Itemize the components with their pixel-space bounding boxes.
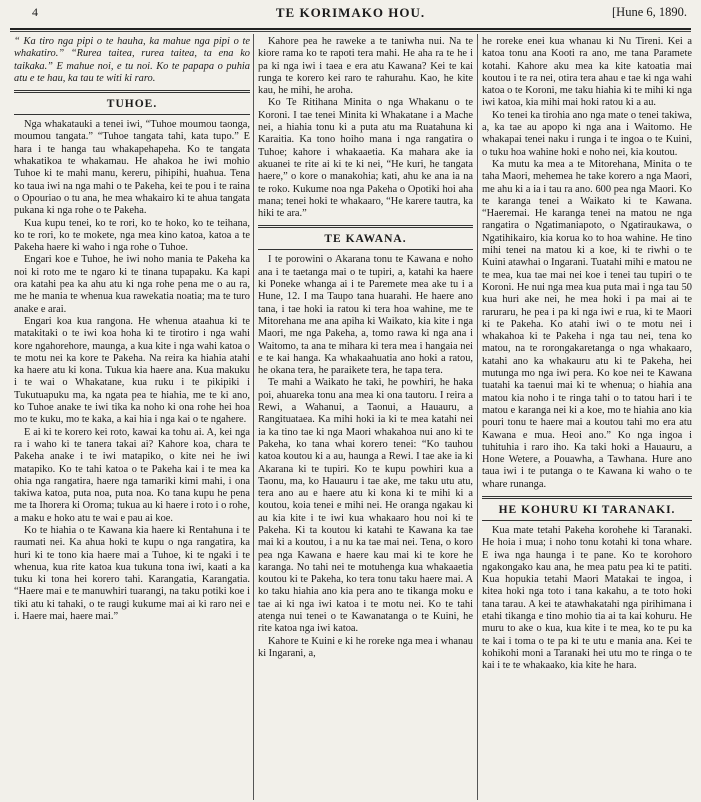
section-divider	[482, 496, 692, 499]
article-paragraph: Engari koe e Tuhoe, he iwi noho mania te Pakeha ka noi ki roto me te ngaro ki te tinana tupapaku. Ka kapi ora katahi pea ka ahu atu ki nga rohe pena me o au ra, me he mania te whenua kua rawekatia noatia; ma te turo anake e arai.	[14, 254, 250, 315]
article-paragraph: Kua mate tetahi Pakeha korohehe ki Taranaki. He hoia i mua; i noho tonu kotahi ki tona whare. E iwa nga haunga i te pane. Ko te korohoro ngakongako kau ana, he mea patu pea ki te patiti. Kua hopukia tetahi Maori Matakai te ingoa, i kitea hoki nga toto i tana kakahu, a te toto hoki tana tarau. A kei te atawhakatahi nga pirihimana i etahi tikanga e tino mohio tia ai ta kai kohuru. He muru to ake o kua, kua kite i te mea, ko te pu ka te kai i toma o te pa ki te utu e mania ana. Kei te kohikohi moni a Taranaki hei utu mo te ringa o te kai i te te whakaako, kia kite he hara.	[482, 524, 692, 672]
article-paragraph: Nga whakatauki a tenei iwi, “Tuhoe moumou taonga, moumou tangata.” “Tuhoe tangata tahi, kata tupo.” E hara i te hanga tau whakapehapeha. Ko te tangata whakatikoa te whakamau. He ahakoa he iwi mohio Tuhoe ki te mahi manu, kereru, pihipihi, huahua. Tena ko taua iwi na nga mahi o te Pakeha, kei te pou i te raina o Opouriao o tu ana, he mea whakairo ki te ahua tangata pukana ki nga rohe o te Pakeha.	[14, 119, 250, 217]
proverbs-paragraph: “ Ka tiro nga pipi o te hauha, ka mahue nga pipi o te whakatiro.” “Rurea taitea, rurea taitea, ta ena ko taikaka.” E mahue noi, e tu noi. Ko te papapa o puhia atu e te hau, ka tau te witi ki raro.	[14, 36, 250, 84]
article-paragraph: I te porowini o Akarana tonu te Kawana e noho ana i te taetanga mai o te tupiri, a, katahi ka haere ki Poneke whanga ai i te Paremete mea ake tu i a Hune, 12. I ma Taupo tana huarahi. He haere ano tana, i tae hoki ia ratou ki tera hoa wahine, me te Mitorehana me ana apiha ki Waikato, kia kite i nga Maori, me nga Pakeha, a, tomo rawa ki nga ana i Waitomo, ta ana te mihara ki tera mea i hangaia nei e te kai hanga. Ka whakaahuatia ano hoki a ratou, he okana tera, he paraikete tera, he tapa tera.	[258, 254, 473, 377]
article-paragraph: Ko Te Ritihana Minita o nga Whakanu o te Koroni. I tae tenei Minita ki Whakatane i a Mache nei, a hiahia tonu ki a puta atu ma Ruatahuna ki Karaitia. Ka tono hoiho mana i nga rangatira o Tuhoe; kahore i whakaaetia. Ka mahara ake ia akuanei te rite ai ki te ki nei, “He kuri, he tangata haere,” o kore o manakohia; kati, ahu ke ana ia na te roko. Kukume noa nga Pakeha o Opotiki hoi aha mana; tenei hoki te whakaaro, “He karere tautra, ka hiki te ara.”	[258, 97, 473, 220]
section-divider	[258, 225, 473, 228]
column-3	[482, 36, 692, 796]
article-paragraph: Engari koa kua rangona. He whenua ataahua ki te matakitaki o te iwi koa hoha ki te tirotiro i nga wahi kore ngahorehore, maunga, a kua kite i nga wahi katoa o te motu nei ka kore te Pakeha. Na reira ka hiahia atahi ka haere atu ki kona. Tukua kia haere ana. Kua makuku i te wai o Whakatane, kua ruku i te pikipiki i Tukutuapuku ma, ka ngata pea te hiahia, me te ki ano, ko Tuhoe anake te iwi tika ka noho ki ona rohe hei hoa mo te kuku, mo te kaka, a kai hia i nga kai o te ngahere.	[14, 315, 250, 426]
article-paragraph: Ko te hiahia o te Kawana kia haere ki Rentahuna i te raumati nei. Ka ahua hoki te kupu o nga rangatira, ka huri ki te tono kia haere mai a Tuhoe, ki te ngaki i te whenua, kua rite katoa kua tukuna tona iwi, kaati a ka tuku ki tona hei korero tahi. Karangatia, Karangatia. “Haere mai e te manuwhiri tuarangi, na taku potiki koe i tiki atu ki tahaki, o te raugi kukume mai ai ki raro nei e i. Haere mai, haere mai.”	[14, 524, 250, 623]
article-paragraph: he roreke enei kua whanau ki Nu Tireni. Kei a katoa tonu ana Kooti ra ano, me tana Paramete kotahi. Kahore aku mea ka kite katoatia mai koutou i te ra nei, otira tera ahau e tae ki nga wahi katoa o te Koroni, me taku hiahia ki te mihi ki nga iwi katoa, kia mihi mai hoki ratou ki a au.	[482, 36, 692, 109]
article-paragraph: Kua kupu tenei, ko te rori, ko te hoko, ko te teihana, ko te rori, ko te mokete, nga mea kino katoa, katoa a te Pakeha haere ki waho i nga rohe o Tuhoe.	[14, 217, 250, 254]
article-heading-tuhoe: TUHOE.	[106, 98, 158, 111]
article-heading-kawana: TE KAWANA.	[324, 233, 407, 246]
heading-underline	[14, 114, 250, 115]
masthead	[10, 2, 691, 28]
article-paragraph: Kahore pea he raweke a te taniwha nui. Na te kiore rama ko te rapoti tera mahi. He aha ra te he i pa ki nga iwi i taea e era atu Kawana? Kei te kai runga te korero kei raro te rahurahu. Kao, he kite kau, he mihi, he aroha.	[258, 36, 473, 97]
column-divider-1	[253, 34, 254, 800]
article-paragraph: Te mahi a Waikato he taki, he powhiri, he haka poi, ahuareka tonu ana mea ki ona tautoru. I reira a Rewi, a Wahanui, a Taonui, a Hauauru, a Rangituataea. Ka mihi hoki ia ki te mea katahi nei ia ka tino tae ki nga Maori whakahoa nui ano ki te Pakeha, ko tana whai korero tenei: “Ko tauhou katoa koutou ki a au, haunga a Rewi. I tae ake ia ki Akarana ki te tupiri. Ko te kupu powhiri kua a Taonu, ma, ko Hauauru i tae ake, me taku utu atu, tera ano au e haere atu ki kona ki te mihi ki a koutou, koia tenei e mihi nei. He oranga ngakau ki au kia kite i te iwi kua whakaaro hou noi ki te Pakeha. Ki ta koutou ki katahi te Kawana ka tae mai ki a koutou, i a nu ka tae mai nei. Tena, o koro pea nga Kawana e haere kau mai ki te kore he karanga. No tahi nei te motuhenga kua whakaaetia koutou ki te Pakeha, ko tera tonu taku haere mai. A ko taku hiahia ano kia pera ano te tikanga moku e tae ai ki nga iwi katoa i te motu nei. Ko te tahi atenga nui tenei o te Kawanatanga o te Kuini, he rite katoa nga iwi katoa.	[258, 377, 473, 635]
newspaper-title: TE KORIMAKO HOU.	[275, 5, 426, 20]
heading-underline	[482, 520, 692, 521]
column-1	[14, 36, 250, 796]
article-heading-kohuru: HE KOHURU KI TARANAKI.	[498, 503, 676, 516]
column-2	[258, 36, 473, 796]
masthead-rule	[10, 28, 691, 30]
article-paragraph: E ai ki te korero kei roto, kawai ka tohu ai. A, kei nga ra i waho ki te tanera takai ai? Kahore koa, chara te Pakeha anake i te iwi matapiko, o kite nei he iwi matapiko. Ko te tahi katoa o te Pakeha kai i te mea ka ohia nga rangatira, haere nga tamariki kimi mahi, i ona takiwa katoa, puta noa, puta noa. Ko tana kupu he pena me ta Ihorera ki Oroma; tukua au ki haere i roto i o rohe, a maku e hoko atu te wai e pau ai koe.	[14, 426, 250, 524]
article-paragraph: Ko tenei ka tirohia ano nga mate o tenei takiwa, a, ka tae au apopo ki nga ana i Waitomo. He whakapai tenei naku i runga i te ingoa o te Kuini, o tuku hoa wahine hoki e noho nei, kia koutou.	[482, 109, 692, 158]
column-divider-2	[477, 34, 478, 800]
issue-date: [Hune 6, 1890.	[612, 5, 687, 19]
article-paragraph: Ka mutu ka mea a te Mitorehana, Minita o te taha Maori, mehemea he take korero a nga Maori, me ahu ki a ia i tau ra ano. 600 pea nga Maori. Ko te karanga tenei a Waikato ki te Kawana. “Haeremai. He karanga tenei na matou ne nga rangatira o Ngatimaniapoto, o Ngatiraukawa, o Ngatihikairo, kia korua ko to hoa wahine. He tino mihi tenei na matou ki a koe, ki te riwhi o te Kuini atawhai o Ingarani. Tuatahi mihi e matou ne te mea, kua tae mai nei koe i tenei tau tupiri o te Koroni. He nui nga mea kua puta mai i nga tau 50 kua huri ake nei, he mea hoki i pa mai ai te raruraru, he pea i pa ki nga iwi e rua, ki te Maori ki te Pakeha. Ko atahi iwi o te motu nei i whakahoa ki te Pakeha i nga tau nei, tena ko matou, na te rorongakaretanga o nga whakaaro, katahi ano ka whakauru atu ki te Pakeha, hei mutunga mo nga iwi pera. Ko koe nei te Kawana tuatahi ka taenui mai ki te whenua; o hiahia ana matou kia noho i te ringa tahi o to tatou hari i te matou e karanga nei ki a koe, mo te hiahia ano kia pouri tonu te haere mai a koutou tahi mo era atu Kawana e mua. Heoi ano.” Ko nga ingoa i tuhituhia i raro iho. Ka taki hoki a Hauauru, a Hone Wetere, a Pouawha, a Tawhana. Hure ano taua iwi i te putanga o te Kawana ki waho o te whare runanga.	[482, 158, 692, 490]
masthead-rule-thin	[10, 31, 691, 32]
heading-underline	[258, 249, 473, 250]
page-number: 4	[32, 5, 38, 19]
section-divider	[14, 90, 250, 93]
article-paragraph: Kahore te Kuini e ki he roreke nga mea i whanau ki Ingarani, a,	[258, 635, 473, 659]
